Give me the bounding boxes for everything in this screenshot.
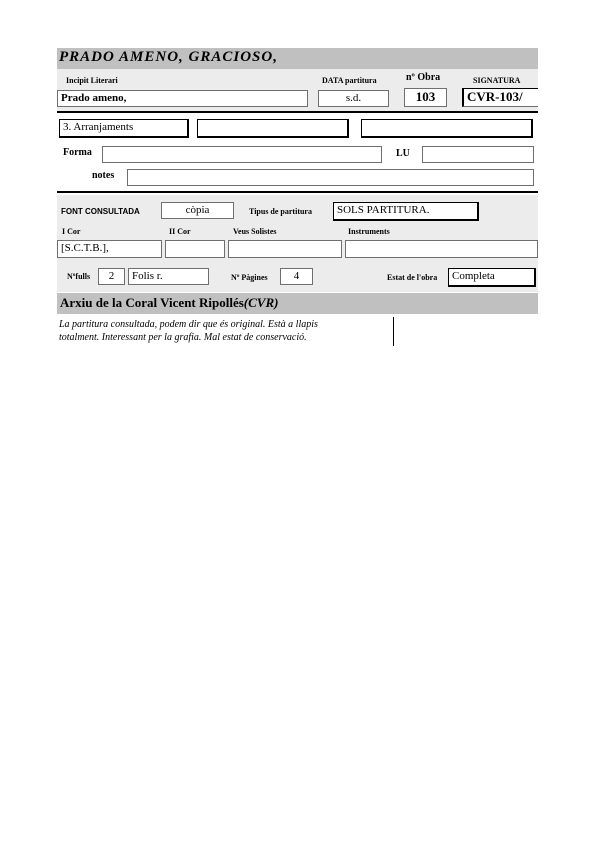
incipit-field[interactable]: Prado ameno, — [57, 90, 308, 107]
forma-field[interactable] — [102, 146, 382, 163]
archive-title — [60, 295, 278, 311]
field-c[interactable] — [361, 119, 533, 138]
notes-label: notes — [92, 170, 115, 181]
archive-title-main: Arxiu de la Coral Vicent Ripollés — [60, 295, 244, 310]
npag-field[interactable]: 4 — [280, 268, 313, 285]
nfulls-field[interactable]: 2 — [98, 268, 125, 285]
nfulls-label: Nºfulls — [67, 272, 91, 281]
npag-label: Nº Pàgines — [231, 273, 268, 282]
veus-field[interactable] — [228, 240, 342, 258]
category-field[interactable]: 3. Arranjaments — [59, 119, 189, 138]
data-field[interactable]: s.d. — [318, 90, 389, 107]
estat-field[interactable]: Completa — [448, 268, 536, 287]
lu-field[interactable] — [422, 146, 534, 163]
signatura-label: SIGNATURA — [473, 76, 521, 85]
font-consultada-field[interactable]: còpia — [161, 202, 234, 219]
icor-field[interactable]: [S.C.T.B.], — [57, 240, 162, 258]
section-divider-1 — [57, 111, 538, 113]
signatura-field[interactable]: CVR-103/ — [462, 88, 538, 107]
icor-label: I Cor — [62, 227, 81, 236]
tipus-field[interactable]: SOLS PARTITURA. — [333, 202, 479, 221]
forma-label: Forma — [63, 147, 92, 158]
instruments-label: Instruments — [348, 227, 390, 236]
section-divider-2 — [57, 191, 538, 193]
data-label: DATA partitura — [322, 76, 377, 85]
obra-field[interactable]: 103 — [404, 88, 447, 107]
archive-notes-line-1: La partitura consultada, podem dir que és original. Està a llapis — [59, 319, 318, 330]
instruments-field[interactable] — [345, 240, 538, 258]
notes-separator — [393, 317, 394, 346]
lu-label: LU — [396, 148, 410, 159]
obra-label: nº Obra — [406, 72, 441, 83]
estat-label: Estat de l'obra — [387, 273, 438, 282]
veus-label: Veus Solistes — [233, 227, 277, 236]
iicor-label: II Cor — [169, 227, 191, 236]
notes-field[interactable] — [127, 169, 534, 186]
archive-notes-line-2: totalment. Interessant per la grafia. Mal estat de conservació. — [59, 332, 307, 343]
tipus-label: Tipus de partitura — [249, 207, 312, 216]
folis-field[interactable]: Folis r. — [128, 268, 209, 285]
page-title: PRADO AMENO, GRACIOSO, — [59, 49, 278, 65]
field-b[interactable] — [197, 119, 349, 138]
incipit-label: Incipit Literari — [66, 76, 118, 85]
iicor-field[interactable] — [165, 240, 225, 258]
font-consultada-label: FONT CONSULTADA — [61, 207, 140, 216]
archive-title-abbr: (CVR) — [243, 295, 279, 310]
